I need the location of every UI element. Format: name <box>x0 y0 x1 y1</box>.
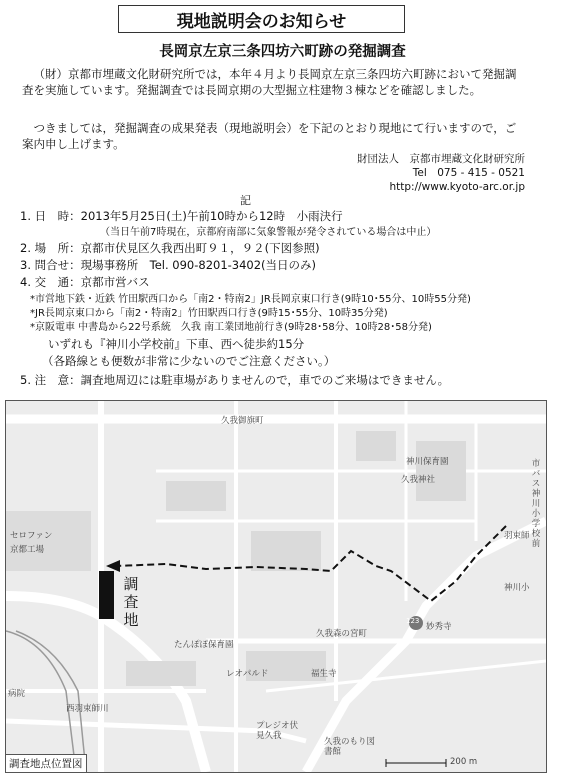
map-label-bus-stop: 市バス神川小学校前 <box>531 459 541 549</box>
ki-heading: 記 <box>240 194 251 207</box>
intro-paragraph-1: （財）京都市埋蔵文化財研究所では，本年４月より長岡京左京三条四坊六町跡において発掘調査を実施しています。発掘調査では長岡京期の大型掘立柱建物３棟などを確認しました。 <box>22 67 517 97</box>
item-date-note: （当日午前7時現在，京都府南部に気象警報が発令されている場合は中止） <box>100 227 437 238</box>
item-contact: 3. 問合せ：現場事務所 Tel. 090-8201-3402(当日のみ) <box>20 258 317 272</box>
map-roads <box>6 401 546 772</box>
map-label-kuga-gobyo: 久我御旗町 <box>221 416 264 426</box>
org-url[interactable]: http://www.kyoto-arc.or.jp <box>389 181 525 193</box>
bus-route-1: *市営地下鉄・近鉄 竹田駅西口から「南2・特南2」JR長岡京東口行き(9時10･55分、10時55分発) <box>30 294 471 305</box>
walk-note: （各路線とも便数が非常に少ないのでご注意ください。） <box>42 354 336 368</box>
item-parking: 5. 注 意：調査地周辺には駐車場がありませんので，車でのご来場はできません。 <box>20 373 450 387</box>
map-label-hatsuto: 羽束師 <box>504 531 530 541</box>
map-label-serofan: セロファン <box>10 531 53 541</box>
bus-route-3: *京阪電車 中書島から22号系統 久我 南工業団地前行き(9時28･58分、10時28･58分発) <box>30 322 432 333</box>
location-map <box>5 400 547 773</box>
intro-paragraph-2: つきましては，発掘調査の成果発表（現地説明会）を下記のとおり現地にて行いますので，ご案内申し上げます。 <box>22 121 517 151</box>
map-label-library: 久我のもり図書館 <box>324 737 376 757</box>
map-label-leopalace: レオパルド <box>226 669 269 679</box>
item-date: 1. 日 時：2013年5月25日(土)午前10時から12時 小雨決行 <box>20 209 343 223</box>
map-label-kuga-shrine: 久我神社 <box>401 475 436 485</box>
map-caption: 調査地点位置図 <box>6 754 87 772</box>
bus-route-2: *JR長岡京東口から「南2・特南2」竹田駅西口行き(9時15･55分、10時35分発) <box>30 308 388 319</box>
map-scale-label: 200 m <box>450 757 478 767</box>
map-label-kamikawa-hoiku: 神川保育園 <box>406 457 449 467</box>
map-label-tanpopo: たんぽぽ保育園 <box>174 640 234 650</box>
route-123-marker: 123 <box>406 617 420 625</box>
walk-directions: いずれも『神川小学校前』下車、西へ徒歩約15分 <box>48 337 305 351</box>
org-name: 財団法人 京都市埋蔵文化財研究所 <box>357 153 525 165</box>
map-label-fukusei-temple: 福生寺 <box>311 669 337 679</box>
map-label-myosho-temple: 妙秀寺 <box>426 622 452 632</box>
map-label-kamikawa-sho: 神川小 <box>504 583 530 593</box>
map-label-nishikawa: 西羽束師川 <box>66 704 109 714</box>
notice-title: 現地説明会のお知らせ <box>118 5 405 33</box>
map-label-hospital: 病院 <box>8 689 26 699</box>
item-transport: 4. 交 通：京都市営バス <box>20 275 150 289</box>
map-label-kyoto-factory: 京都工場 <box>10 545 45 555</box>
map-label-plaza: プレジオ伏見久我 <box>256 721 298 741</box>
survey-site-label: 調査地 <box>123 575 139 629</box>
item-place: 2. 場 所：京都市伏見区久我西出町９１，９２(下図参照) <box>20 241 320 255</box>
org-tel: Tel 075 - 415 - 0521 <box>412 167 525 179</box>
map-label-kuga-morinomiya: 久我森の宮町 <box>316 629 368 639</box>
notice-subtitle: 長岡京左京三条四坊六町跡の発掘調査 <box>159 44 406 60</box>
